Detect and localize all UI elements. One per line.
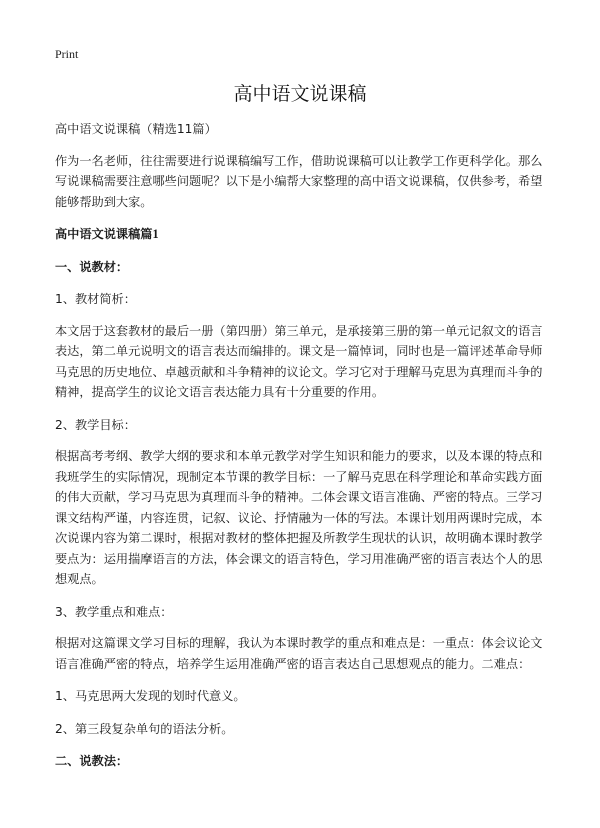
item3-heading: 3、教学重点和难点： bbox=[55, 604, 173, 619]
item3-body: 根据对这篇课文学习目标的理解，我认为本课时教学的重点和难点是：一重点：体会议论文语言准确严密的特点，培养学生运用准确严密的语言表达自己思想观点的能力。二难点： bbox=[55, 636, 543, 671]
document-subtitle: 高中语文说课稿（精选11篇） bbox=[55, 122, 217, 136]
article-heading-number: 1 bbox=[152, 227, 159, 241]
article-heading bbox=[55, 224, 547, 245]
point2: 2、第三段复杂单句的语法分析。 bbox=[55, 721, 234, 736]
article-heading-text: 高中语文说课稿篇 bbox=[55, 227, 153, 241]
section2-heading: 二、说教法： bbox=[55, 754, 129, 768]
document-body bbox=[55, 119, 547, 784]
intro-paragraph: 作为一名老师，往往需要进行说课稿编写工作，借助说课稿可以让教学工作更科学化。那么写说课稿需要注意哪些问题呢？以下是小编帮大家整理的高中语文说课稿，仅供参考，希望能够帮助到大家。 bbox=[55, 153, 543, 209]
point1: 1、马克思两大发现的划时代意义。 bbox=[55, 689, 246, 703]
item2-heading: 2、教学目标： bbox=[55, 417, 136, 432]
section1-heading: 一、说教材： bbox=[55, 259, 129, 274]
item1-body: 本文居于这套教材的最后一册（第四册）第三单元，是承接第三册的第一单元记叙文的语言表达，第二单元说明文的语言表达而编排的。课文是一篇悼词，同时也是一篇评述革命导师马克思的历史地位、卓越贡献和斗争精神的议论文。学习它对于理解马克思为真理而斗争的精神，提高学生的议论文语言表达能力具有十分重要的作用。 bbox=[55, 323, 543, 399]
page-title: 高中语文说课稿 bbox=[233, 83, 367, 105]
item2-body: 根据高考考纲、教学大纲的要求和本单元教学对学生知识和能力的要求，以及本课的特点和我班学生的实际情况，现制定本节课的教学目标：一了解马克思在科学理论和革命实践方面的伟大贡献，学习马克思为真理而斗争的精神。二体会课文语言准确、严密的特点。三学习课文结构严谨，内容连贯，记叙、议论、抒情融为一体的写法。本课计划用两课时完成，本次说课内容为第二课时，根据对教材的整体把握及所教学生现状的认识，故明确本课时教学要点为：运用揣摩语言的方法，体会课文的语言特色，学习用准确严密的语言表达个人的思想观点。 bbox=[55, 449, 543, 586]
print-label[interactable]: Print bbox=[55, 47, 79, 61]
item1-heading: 1、教材简析： bbox=[55, 292, 136, 306]
